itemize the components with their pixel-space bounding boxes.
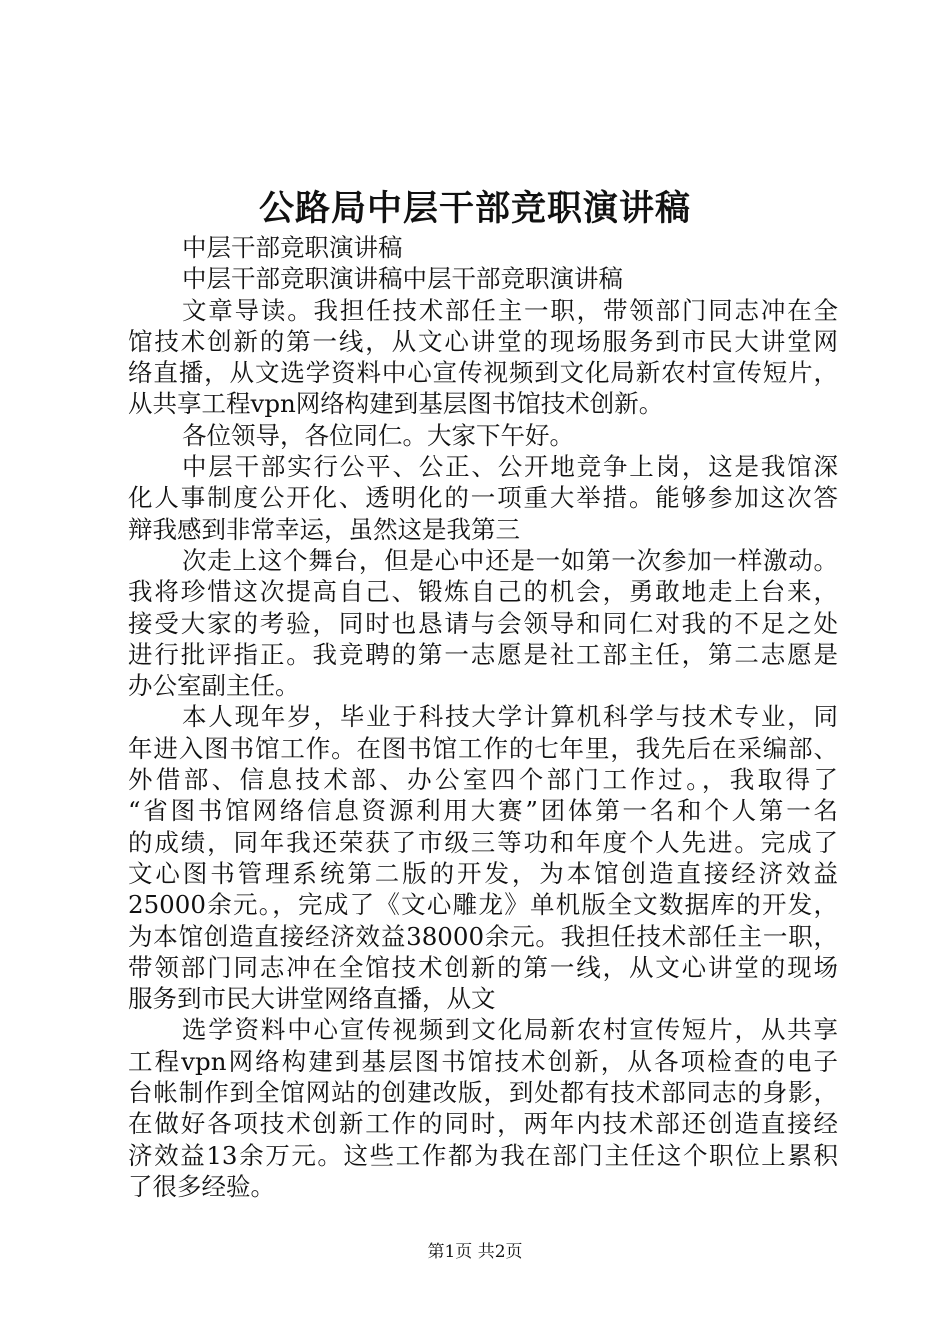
paragraph-line: 各位领导，各位同仁。大家下午好。 xyxy=(182,420,574,450)
paragraph-line: 在做好各项技术创新工作的同时，两年内技术部还创造直接经 xyxy=(128,1109,838,1139)
paragraph-line: 台帐制作到全馆网站的创建改版，到处都有技术部同志的身影， xyxy=(128,1078,838,1108)
paragraph-line: 25000余元。，完成了《文心雕龙》单机版全文数据库的开发， xyxy=(128,890,838,920)
paragraph-line: 济效益13余万元。这些工作都为我在部门主任这个职位上累积 xyxy=(128,1140,838,1170)
paragraph-line: 文章导读。我担任技术部任主一职，带领部门同志冲在全 xyxy=(182,295,838,325)
paragraph-line: 接受大家的考验，同时也恳请与会领导和同仁对我的不足之处 xyxy=(128,608,838,638)
paragraph-line: 络直播，从文选学资料中心宣传视频到文化局新农村宣传短片， xyxy=(128,358,838,388)
paragraph-line: 办公室副主任。 xyxy=(128,671,300,701)
paragraph-line: 了很多经验。 xyxy=(128,1171,275,1201)
paragraph-line: 中层干部实行公平、公正、公开地竞争上岗，这是我馆深 xyxy=(182,452,838,482)
paragraph-line: 工程vpn网络构建到基层图书馆技术创新，从各项检查的电子 xyxy=(128,1046,838,1076)
page-number-footer: 第1页 共2页 xyxy=(427,1242,523,1262)
paragraph-line: 中层干部竞职演讲稿 xyxy=(182,233,403,262)
paragraph-line: 本人现年岁，毕业于科技大学计算机科学与技术专业，同 xyxy=(182,702,838,732)
paragraph-line: 的成绩，同年我还荣获了市级三等功和年度个人先进。完成了 xyxy=(128,827,838,857)
paragraph-line: 化人事制度公开化、透明化的一项重大举措。能够参加这次答 xyxy=(128,483,838,513)
paragraph-line: 我将珍惜这次提高自己、锻炼自己的机会，勇敢地走上台来， xyxy=(128,577,838,607)
document-title: 公路局中层干部竞职演讲稿 xyxy=(258,188,691,229)
paragraph-line: 外借部、信息技术部、办公室四个部门工作过。，我取得了 xyxy=(128,765,838,795)
paragraph-line: 从共享工程vpn网络构建到基层图书馆技术创新。 xyxy=(128,389,664,419)
document-body xyxy=(128,232,838,1202)
paragraph-line: 馆技术创新的第一线，从文心讲堂的现场服务到市民大讲堂网 xyxy=(128,326,838,356)
paragraph-line: 进行批评指正。我竞聘的第一志愿是社工部主任，第二志愿是 xyxy=(128,639,838,669)
paragraph-line: “省图书馆网络信息资源利用大赛”团体第一名和个人第一名 xyxy=(128,796,838,826)
paragraph-line: 服务到市民大讲堂网络直播，从文 xyxy=(128,984,496,1014)
paragraph-line: 辩我感到非常幸运，虽然这是我第三 xyxy=(128,514,520,544)
paragraph-line: 选学资料中心宣传视频到文化局新农村宣传短片，从共享 xyxy=(182,1015,838,1045)
paragraph-line: 次走上这个舞台，但是心中还是一如第一次参加一样激动。 xyxy=(182,545,838,575)
paragraph-line: 年进入图书馆工作。在图书馆工作的七年里，我先后在采编部、 xyxy=(128,733,838,763)
paragraph-line: 文心图书管理系统第二版的开发，为本馆创造直接经济效益 xyxy=(128,858,838,888)
paragraph-line: 带领部门同志冲在全馆技术创新的第一线，从文心讲堂的现场 xyxy=(128,952,838,982)
paragraph-line: 为本馆创造直接经济效益38000余元。我担任技术部任主一职， xyxy=(128,921,838,951)
paragraph-line: 中层干部竞职演讲稿中层干部竞职演讲稿 xyxy=(182,264,623,294)
